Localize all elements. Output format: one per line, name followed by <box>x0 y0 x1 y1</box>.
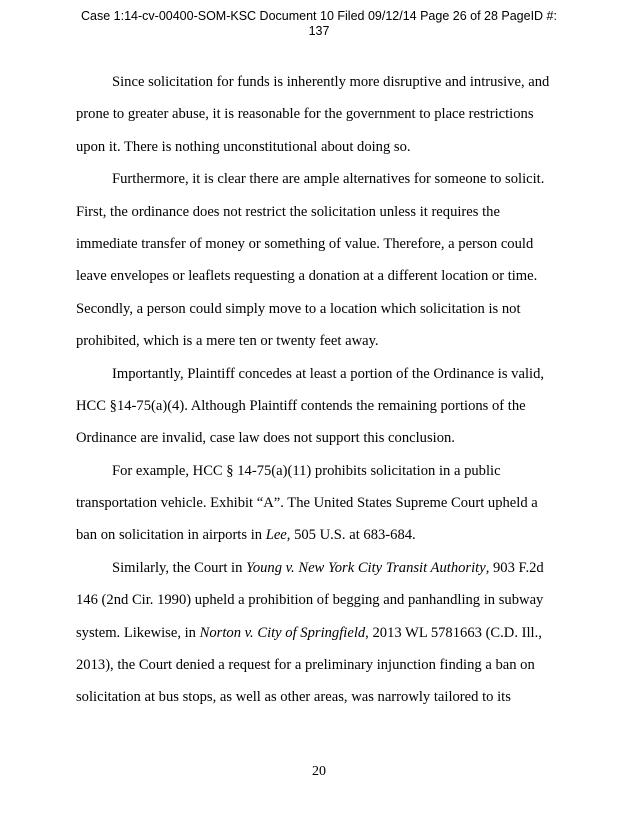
text-line: leave envelopes or leaflets requesting a donation at a different location or time. <box>76 268 538 285</box>
text-line: 2013), the Court denied a request for a preliminary injunction finding a ban on <box>76 657 535 674</box>
text-line: Ordinance are invalid, case law does not support this conclusion. <box>76 430 455 447</box>
case-name: Young v. New York City Transit Authority <box>246 559 486 576</box>
text-line: Since solicitation for funds is inherently more disruptive and intrusive, and <box>112 74 550 90</box>
text-segment: system. Likewise, in <box>76 624 200 641</box>
text-line <box>76 526 566 558</box>
text-line: 146 (2nd Cir. 1990) upheld a prohibition of begging and panhandling in subway <box>76 592 544 609</box>
text-line: upon it. There is nothing unconstitutional about doing so. <box>76 138 411 155</box>
page-number: 20 <box>312 764 326 779</box>
text-line: prone to greater abuse, it is reasonable for the government to place restrictions <box>76 106 534 123</box>
text-line: First, the ordinance does not restrict the solicitation unless it requires the <box>76 203 500 220</box>
text-line <box>76 624 566 656</box>
case-header <box>0 9 638 39</box>
text-line: prohibited, which is a mere ten or twenty feet away. <box>76 333 379 350</box>
text-segment: , 505 U.S. at 683-684. <box>286 527 416 544</box>
case-name: Norton v. City of Springfield <box>199 624 366 641</box>
text-line <box>76 559 566 591</box>
text-line: For example, HCC § 14-75(a)(11) prohibits solicitation in a public <box>112 462 501 479</box>
case-header-line1: Case 1:14-cv-00400-SOM-KSC Document 10 Filed 09/12/14 Page 26 of 28 PageID #: <box>81 9 557 23</box>
text-line: Furthermore, it is clear there are ample alternatives for someone to solicit. <box>112 171 545 188</box>
text-segment: Similarly, the Court in <box>112 559 247 576</box>
text-segment: ban on solicitation in airports in <box>76 527 266 544</box>
text-line: immediate transfer of money or something of value. Therefore, a person could <box>76 235 534 252</box>
text-line: HCC §14-75(a)(4). Although Plaintiff contends the remaining portions of the <box>76 397 526 414</box>
text-line: Importantly, Plaintiff concedes at least a portion of the Ordinance is valid, <box>112 365 545 382</box>
text-line: transportation vehicle. Exhibit “A”. The United States Supreme Court upheld a <box>76 495 538 512</box>
case-name: Lee <box>265 527 287 544</box>
text-line: Secondly, a person could simply move to a location which solicitation is not <box>76 300 521 317</box>
text-segment: , 2013 WL 5781663 (C.D. Ill., <box>365 624 542 641</box>
case-header-line2: 137 <box>308 24 330 38</box>
text-line: solicitation at bus stops, as well as other areas, was narrowly tailored to its <box>76 689 511 706</box>
text-segment: , 903 F.2d <box>485 559 544 576</box>
document-body <box>76 73 566 721</box>
